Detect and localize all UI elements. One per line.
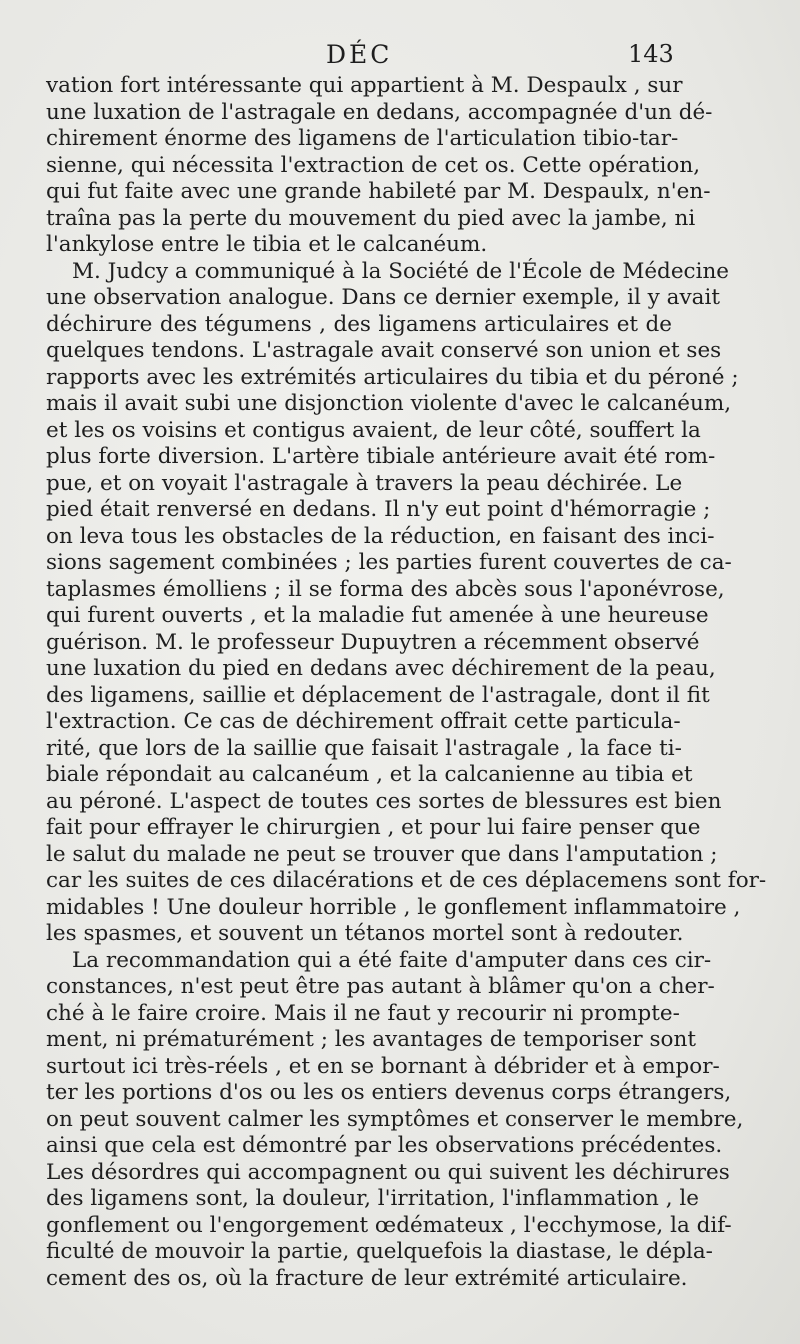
text-line: l'ankylose entre le tibia et le calcanéum. <box>46 232 488 257</box>
text-line: ter les portions d'os ou les os entiers devenus corps étrangers, <box>46 1080 732 1105</box>
text-line: guérison. M. le professeur Dupuytren a récemment observé <box>46 629 700 655</box>
text-line: traîna pas la perte du mouvement du pied avec la jambe, ni <box>46 205 696 231</box>
text-line: cement des os, où la fracture de leur extrémité articulaire. <box>46 1265 688 1291</box>
text-line: midables ! Une douleur horrible , le gonflement inflammatoire , <box>46 894 741 920</box>
text-line: pied était renversé en dedans. Il n'y eut point d'hémorragie ; <box>46 497 711 522</box>
text-line: car les suites de ces dilacérations et de ces déplacemens sont for- <box>46 868 767 893</box>
text-line: biale répondait au calcanéum , et la calcanienne au tibia et <box>46 762 693 787</box>
text-line: une luxation du pied en dedans avec déchirement de la peau, <box>46 656 716 681</box>
text-line: Les désordres qui accompagnent ou qui suivent les déchirures <box>46 1159 730 1185</box>
text-line: ché à le faire croire. Mais il ne faut y recourir ni prompte- <box>46 1000 680 1026</box>
text-line: ainsi que cela est démontré par les observations précédentes. <box>46 1133 723 1158</box>
text-line: le salut du malade ne peut se trouver que dans l'amputation ; <box>46 841 718 867</box>
text-line: les spasmes, et souvent un tétanos mortel sont à redouter. <box>46 921 684 946</box>
page-header <box>0 40 800 74</box>
body-text <box>46 73 767 1292</box>
text-line: gonflement ou l'engorgement œdémateux , l'ecchymose, la dif- <box>46 1212 732 1238</box>
text-line: vation fort intéressante qui appartient à M. Despaulx , sur <box>46 73 683 98</box>
text-line: qui fut faite avec une grande habileté par M. Despaulx, n'en- <box>46 179 711 204</box>
text-line: chirement énorme des ligamens de l'articulation tibio-tar- <box>46 126 679 151</box>
text-line: des ligamens sont, la douleur, l'irritation, l'inflammation , le <box>46 1186 699 1211</box>
text-line: une observation analogue. Dans ce dernier exemple, il y avait <box>46 285 720 310</box>
text-line: ment, ni prématurément ; les avantages de temporiser sont <box>46 1027 696 1052</box>
text-line: rité, que lors de la saillie que faisait l'astragale , la face ti- <box>46 735 682 761</box>
text-line: rapports avec les extrémités articulaires du tibia et du péroné ; <box>46 364 739 390</box>
paragraph-first-line: M. Judcy a communiqué à la Société de l'École de Médecine <box>72 258 730 284</box>
text-line: déchirure des tégumens , des ligamens articulaires et de <box>46 311 672 337</box>
text-line: et les os voisins et contigus avaient, de leur côté, souffert la <box>46 417 701 443</box>
text-line: sions sagement combinées ; les parties furent couvertes de ca- <box>46 550 732 575</box>
text-line: taplasmes émolliens ; il se forma des abcès sous l'aponévrose, <box>46 576 725 602</box>
text-line: constances, n'est peut être pas autant à blâmer qu'on a cher- <box>46 974 715 999</box>
page-number: 143 <box>628 40 674 68</box>
text-line: une luxation de l'astragale en dedans, accompagnée d'un dé- <box>46 99 713 125</box>
text-line: pue, et on voyait l'astragale à travers la peau déchirée. Le <box>46 470 683 496</box>
text-line: au péroné. L'aspect de toutes ces sortes de blessures est bien <box>46 788 722 814</box>
text-line: sienne, qui nécessita l'extraction de cet os. Cette opération, <box>46 152 701 178</box>
text-line: l'extraction. Ce cas de déchirement offrait cette particula- <box>46 709 681 734</box>
text-line: des ligamens, saillie et déplacement de l'astragale, dont il fit <box>46 682 710 708</box>
running-head: DÉC <box>326 40 393 69</box>
text-line: on leva tous les obstacles de la réduction, en faisant des inci- <box>46 523 715 549</box>
text-line: plus forte diversion. L'artère tibiale antérieure avait été rom- <box>46 444 716 469</box>
text-line: mais il avait subi une disjonction violente d'avec le calcanéum, <box>46 391 732 416</box>
text-line: ficulté de mouvoir la partie, quelquefois la diastase, le dépla- <box>46 1239 713 1264</box>
text-line: fait pour effrayer le chirurgien , et pour lui faire penser que <box>46 815 701 840</box>
text-line: surtout ici très-réels , et en se bornant à débrider et à empor- <box>46 1053 720 1079</box>
text-line: qui furent ouverts , et la maladie fut amenée à une heureuse <box>46 603 709 628</box>
text-line: quelques tendons. L'astragale avait conservé son union et ses <box>46 338 722 363</box>
text-line: on peut souvent calmer les symptômes et conserver le membre, <box>46 1106 744 1132</box>
paragraph-first-line: La recommandation qui a été faite d'amputer dans ces cir- <box>72 947 712 973</box>
